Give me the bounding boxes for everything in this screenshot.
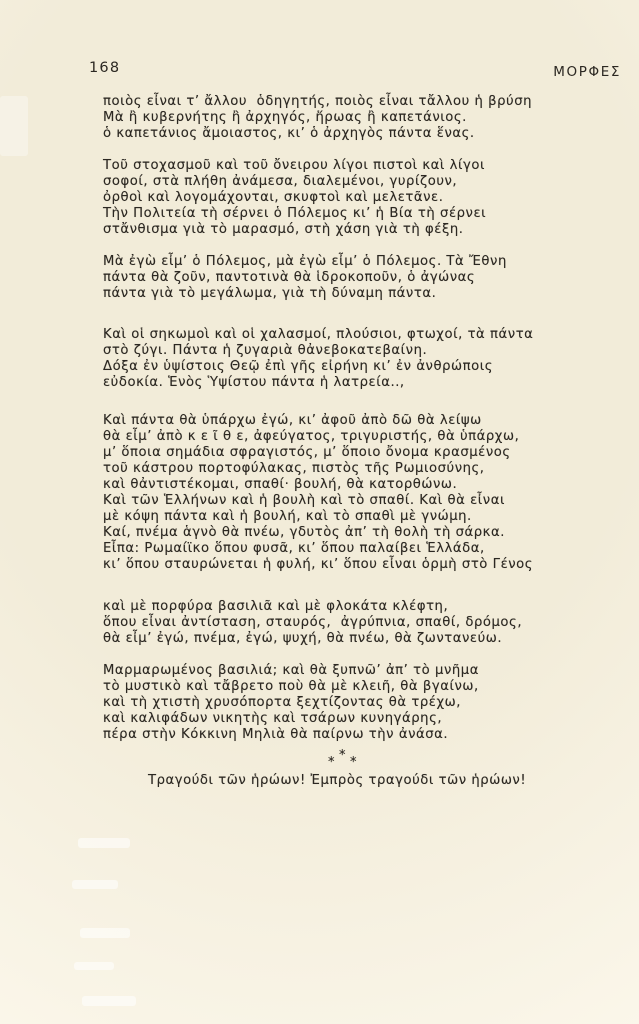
poem-text-block xyxy=(103,94,603,789)
poem-line: θὰ εἶμ’ ἐγώ, πνέμα, ἐγώ, ψυχή, θὰ πνέω, θὰ ζωντανεύω. xyxy=(103,631,503,646)
poem-line: σοφοί, στὰ πλήθη ἀνάμεσα, διαλεμένοι, γυρίζουν, xyxy=(103,174,458,189)
scan-artifact xyxy=(0,96,28,156)
poem-line: πάντα θὰ ζοῦν, παντοτινὰ θὰ ἱδροκοποῦν, ὁ ἀγώνας xyxy=(103,270,476,285)
poem-line: ποιὸς εἶναι τ’ ἄλλου ὁδηγητής, ποιὸς εἶναι τἄλλου ἡ βρύση xyxy=(103,94,533,109)
poem-line: Δόξα ἐν ὑψίστοις Θεῷ ἐπὶ γῆς εἰρήνη κι’ ἐν ἀνθρώποις xyxy=(103,359,494,374)
poem-line: θὰ εἶμ’ ἀπὸ κ ε ῖ θ ε, ἀφεύγατος, τριγυριστής, θὰ ὑπάρχω, xyxy=(103,429,520,444)
running-header: ΜΟΡΦΕΣ xyxy=(553,64,621,80)
stanza-4 xyxy=(103,327,603,391)
poem-line: Τοῦ στοχασμοῦ καὶ τοῦ ὄνειρου λίγοι πιστοὶ καὶ λίγοι xyxy=(103,158,486,173)
scan-artifact xyxy=(74,962,114,970)
poem-line: Τὴν Πολιτεία τὴ σέρνει ὁ Πόλεμος κι’ ἡ Βία τὴ σέρνει xyxy=(103,206,487,221)
stanza-3 xyxy=(103,254,603,302)
poem-line: ὁ καπετάνιος ἄμοιαστος, κι’ ὁ ἀρχηγὸς πάντα ἕνας. xyxy=(103,126,475,141)
poem-line: Καί, πνέμα ἁγνὸ θὰ πνέω, γδυτὸς ἀπ’ τὴ θολὴ τὴ σάρκα. xyxy=(103,525,505,540)
poem-line: Καὶ οἱ σηκωμοὶ καὶ οἱ χαλασμοί, πλούσιοι, φτωχοί, τὰ πάντα xyxy=(103,327,534,342)
poem-line: στὸ ζύγι. Πάντα ἡ ζυγαριὰ θἀνεβοκατεβαίνη. xyxy=(103,343,428,358)
page-number: 168 xyxy=(89,60,121,76)
scan-artifact xyxy=(82,996,136,1006)
poem-line: καὶ τὴ χτιστὴ χρυσόπορτα ξεχτίζοντας θὰ τρέχω, xyxy=(103,695,461,710)
poem-line: Καὶ πάντα θὰ ὑπάρχω ἐγώ, κι’ ἀφοῦ ἀπὸ δῶ θὰ λείψω xyxy=(103,413,482,428)
poem-line: καὶ καλιφάδων νικητὴς καὶ τσάρων κυνηγάρης, xyxy=(103,711,443,726)
stanza-5 xyxy=(103,413,603,573)
asterisk-icon: * xyxy=(328,755,335,770)
poem-line: καὶ μὲ πορφύρα βασιλιᾶ καὶ μὲ φλοκάτα κλέφτη, xyxy=(103,599,449,614)
closing-line: Τραγούδι τῶν ἡρώων! Ἐμπρὸς τραγούδι τῶν ἡρώων! xyxy=(148,773,527,788)
poem-line: μὲ κόψη πάντα καὶ ἡ βουλή, καὶ τὸ σπαθὶ μὲ γνώμη. xyxy=(103,509,472,524)
poem-line: μ’ ὅποια σημάδια σφραγιστός, μ’ ὅποιο ὄνομα κρασμένος xyxy=(103,445,511,460)
poem-line: Μὰ ἐγὼ εἶμ’ ὁ Πόλεμος, μὰ ἐγὼ εἶμ’ ὁ Πόλεμος. Τὰ Ἔθνη xyxy=(103,254,507,269)
poem-line: Μὰ ἢ κυβερνήτης ἢ ἀρχηγός, ἥρωας ἢ καπετάνιος. xyxy=(103,110,467,125)
poem-line: στἄνθισμα γιὰ τὸ μαρασμό, στὴ χάση γιὰ τὴ φέξη. xyxy=(103,222,464,237)
poem-line: τὸ μυστικὸ καὶ τἄβρετο ποὺ θὰ μὲ κλειῆ, θὰ βγαίνω, xyxy=(103,679,479,694)
scan-artifact xyxy=(80,928,130,938)
asterisk-icon: * xyxy=(350,755,357,770)
poem-line: εὐδοκία. Ἑνὸς Ὑψίστου πάντα ἡ λατρεία.., xyxy=(103,375,405,390)
poem-line: κι’ ὅπου σταυρώνεται ἡ φυλή, κι’ ὅπου εἶναι ὁρμὴ στὸ Γένος xyxy=(103,557,534,572)
poem-line: καὶ θἀντιστέκομαι, σπαθί· βουλή, θὰ κατορθώνω. xyxy=(103,477,458,492)
poem-line: Καὶ τῶν Ἑλλήνων καὶ ἡ βουλὴ καὶ τὸ σπαθί. Καὶ θὰ εἶναι xyxy=(103,493,505,508)
stanza-1 xyxy=(103,94,603,142)
poem-line: πάντα γιὰ τὸ μεγάλωμα, γιὰ τὴ δύναμη πάντα. xyxy=(103,286,437,301)
poem-line: πέρα στὴν Κόκκινη Μηλιὰ θὰ παίρνω τὴν ἀνάσα. xyxy=(103,727,449,742)
poem-line: τοῦ κάστρου πορτοφύλακας, πιστὸς τῆς Ρωμιοσύνης, xyxy=(103,461,485,476)
poem-line: ὀρθοὶ καὶ λογομάχονται, σκυφτοὶ καὶ μελετᾶνε. xyxy=(103,190,444,205)
asterisk-icon: * xyxy=(339,748,346,763)
stanza-6 xyxy=(103,599,603,647)
poem-line: Μαρμαρωμένος βασιλιά; καὶ θὰ ξυπνῶ’ ἀπ’ τὸ μνῆμα xyxy=(103,663,479,678)
asterism-separator xyxy=(328,748,362,770)
poem-line: Εἶπα: Ρωμαίϊκο ὅπου φυσᾶ, κι’ ὅπου παλαίβει Ἑλλάδα, xyxy=(103,541,485,556)
scan-artifact xyxy=(72,880,118,889)
poem-line: ὅπου εἶναι ἀντίσταση, σταυρός, ἀγρύπνια, σπαθί, δρόμος, xyxy=(103,615,523,630)
stanza-2 xyxy=(103,158,603,238)
stanza-7 xyxy=(103,663,603,743)
scan-artifact xyxy=(78,838,130,848)
